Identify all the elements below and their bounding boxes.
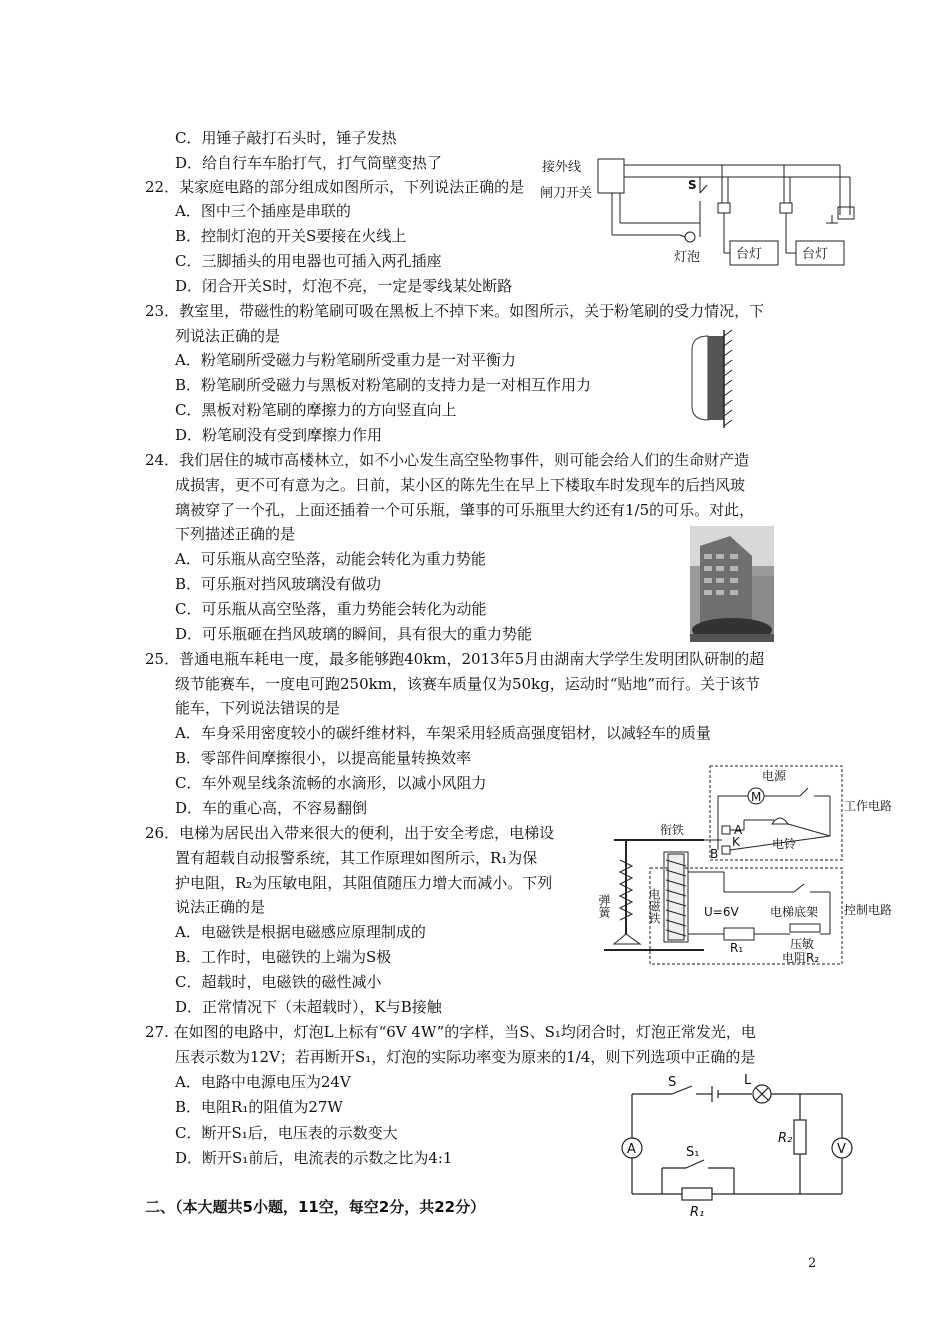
- house-circuit-figure: [540, 145, 870, 275]
- q25-option-a: A．车身采用密度较小的碳纤维材料，车架采用轻质高强度铝材，以减轻车的质量: [175, 724, 711, 742]
- q26-stem: 26．电梯为居民出入带来很大的便利，出于安全考虑，电梯设: [145, 824, 555, 842]
- q25-stem: 25．普通电瓶车耗电一度，最多能够跑40km，2013年5月由湖南大学学生发明团队研制的超: [145, 650, 765, 668]
- elevator-figure: [597, 764, 893, 966]
- house-lamp2-label: 台灯: [802, 247, 829, 262]
- eraser-figure: [688, 330, 748, 430]
- r2-label: 电阻R₂: [782, 951, 820, 965]
- q25-option-b: B．零部件间摩擦很小，以提高能量转换效率: [175, 749, 472, 767]
- page-number: 2: [808, 1256, 817, 1271]
- q24-option-c: C．可乐瓶从高空坠落，重力势能会转化为动能: [175, 600, 487, 618]
- house-switch-label: 接外线: [542, 160, 582, 175]
- q24-stem-2: 成损害，更不可有意为之。日前，某小区的陈先生在早上下楼取车时发现车的后挡风玻: [175, 476, 746, 494]
- c27-s1-label: S₁: [686, 1145, 700, 1160]
- q21-option-c: C．用锤子敲打石头时，锤子发热: [175, 129, 397, 147]
- q26-option-d: D．正常情况下（未超载时），K与B接触: [175, 998, 442, 1016]
- base-label: 电梯底架: [770, 905, 819, 919]
- q27-option-c: C．断开S₁后，电压表的示数变大: [175, 1124, 398, 1142]
- q24-stem: 24．我们居住的城市高楼林立，如不小心发生高空坠物事件，则可能会给人们的生命财产造: [145, 451, 750, 469]
- q23-option-a: A．粉笔刷所受磁力与粉笔刷所受重力是一对平衡力: [175, 351, 516, 369]
- q26-stem-4: 说法正确的是: [175, 898, 266, 916]
- c27-s-label: S: [668, 1075, 677, 1090]
- armature-label: 衔铁: [660, 823, 685, 837]
- q26-stem-3: 护电阻，R₂为压敏电阻，其阻值随压力增大而减小。下列: [175, 874, 553, 892]
- c27-r1-label: R₁: [690, 1205, 705, 1220]
- power-label: 电源: [762, 769, 787, 783]
- house-switch-label2: 闸刀开关: [540, 186, 593, 201]
- c27-a-label: A: [627, 1142, 636, 1157]
- contact-b-label: B: [710, 847, 719, 861]
- q24-stem-3: 璃被穿了一个孔，上面还插着一个可乐瓶，肇事的可乐瓶里大约还有1/5的可乐。对此，: [175, 501, 755, 519]
- q26-option-a: A．电磁铁是根据电磁感应原理制成的: [175, 923, 426, 941]
- q24-option-b: B．可乐瓶对挡风玻璃没有做功: [175, 575, 382, 593]
- q26-option-c: C．超载时，电磁铁的磁性减小: [175, 973, 382, 991]
- section-heading: 二、（本大题共5小题，11空，每空2分，共22分）: [145, 1198, 486, 1216]
- q22-stem: 22．某家庭电路的部分组成如图所示，下列说法正确的是: [145, 178, 525, 196]
- r1-label: R₁: [730, 941, 744, 955]
- q26-option-b: B．工作时，电磁铁的上端为S极: [175, 948, 392, 966]
- house-s-label: S: [688, 178, 697, 192]
- q25-option-d: D．车的重心高，不容易翻倒: [175, 799, 368, 817]
- work-circuit-label: 工作电路: [844, 799, 893, 813]
- q27-option-d: D．断开S₁前后，电流表的示数之比为4:1: [175, 1149, 453, 1167]
- house-lamp1-label: 台灯: [736, 247, 763, 262]
- q23-option-b: B．粉笔刷所受磁力与黑板对粉笔刷的支持力是一对相互作用力: [175, 376, 592, 394]
- q25-stem-3: 能车，下列说法错误的是: [175, 699, 341, 717]
- control-circuit-label: 控制电路: [844, 903, 893, 917]
- q27-stem-2: 压表示数为12V；若再断开S₁，灯泡的实际功率变为原来的1/4，则下列选项中正确的是: [175, 1048, 756, 1066]
- q23-stem-cont: 列说法正确的是: [175, 327, 281, 345]
- building-photo: [690, 526, 774, 642]
- q27-option-a: A．电路中电源电压为24V: [175, 1073, 351, 1091]
- q22-option-b: B．控制灯泡的开关S要接在火线上: [175, 227, 407, 245]
- c27-l-label: L: [744, 1073, 752, 1088]
- contact-k-label: K: [732, 835, 740, 849]
- q24-option-d: D．可乐瓶砸在挡风玻璃的瞬间，具有很大的重力势能: [175, 625, 533, 643]
- q27-stem: 27. 在如图的电路中，灯泡L上标有“6V 4W”的字样，当S、S₁均闭合时，灯泡正常发光，电: [145, 1023, 756, 1041]
- q22-option-d: D．闭合开关S时，灯泡不亮，一定是零线某处断路: [175, 277, 513, 295]
- q22-option-a: A．图中三个插座是串联的: [175, 202, 351, 220]
- q23-option-c: C．黑板对粉笔刷的摩擦力的方向竖直向上: [175, 401, 457, 419]
- c27-r2-label: R₂: [778, 1131, 793, 1146]
- pressure-label: 压敏: [790, 937, 815, 951]
- q23-stem: 23．教室里，带磁性的粉笔刷可吸在黑板上不掉下来。如图所示，关于粉笔刷的受力情况，下: [145, 302, 765, 320]
- electromagnet-label: 电磁铁: [647, 888, 661, 924]
- spring-label: 弹簧: [597, 894, 611, 918]
- q25-option-c: C．车外观呈线条流畅的水滴形，以减小风阻力: [175, 774, 487, 792]
- q26-stem-2: 置有超载自动报警系统，其工作原理如图所示，R₁为保: [175, 849, 538, 867]
- c27-v-label: V: [837, 1142, 846, 1157]
- q27-option-b: B．电阻R₁的阻值为27W: [175, 1098, 343, 1116]
- q24-stem-4: 下列描述正确的是: [175, 525, 296, 543]
- motor-label: M: [751, 790, 762, 804]
- circuit27-figure: [612, 1074, 862, 1220]
- contact-a-label: A: [734, 823, 743, 837]
- bell-label: 电铃: [772, 837, 797, 851]
- q23-option-d: D．粉笔刷没有受到摩擦力作用: [175, 426, 383, 444]
- house-bulb-label: 灯泡: [674, 250, 701, 265]
- q24-option-a: A．可乐瓶从高空坠落，动能会转化为重力势能: [175, 550, 486, 568]
- q21-option-d: D．给自行车车胎打气，打气筒壁变热了: [175, 154, 443, 172]
- voltage-label: U=6V: [704, 905, 739, 919]
- q22-option-c: C．三脚插头的用电器也可插入两孔插座: [175, 252, 442, 270]
- q25-stem-2: 级节能赛车，一度电可跑250km，该赛车质量仅为50kg，运动时“贴地”而行。关于该节: [175, 675, 761, 693]
